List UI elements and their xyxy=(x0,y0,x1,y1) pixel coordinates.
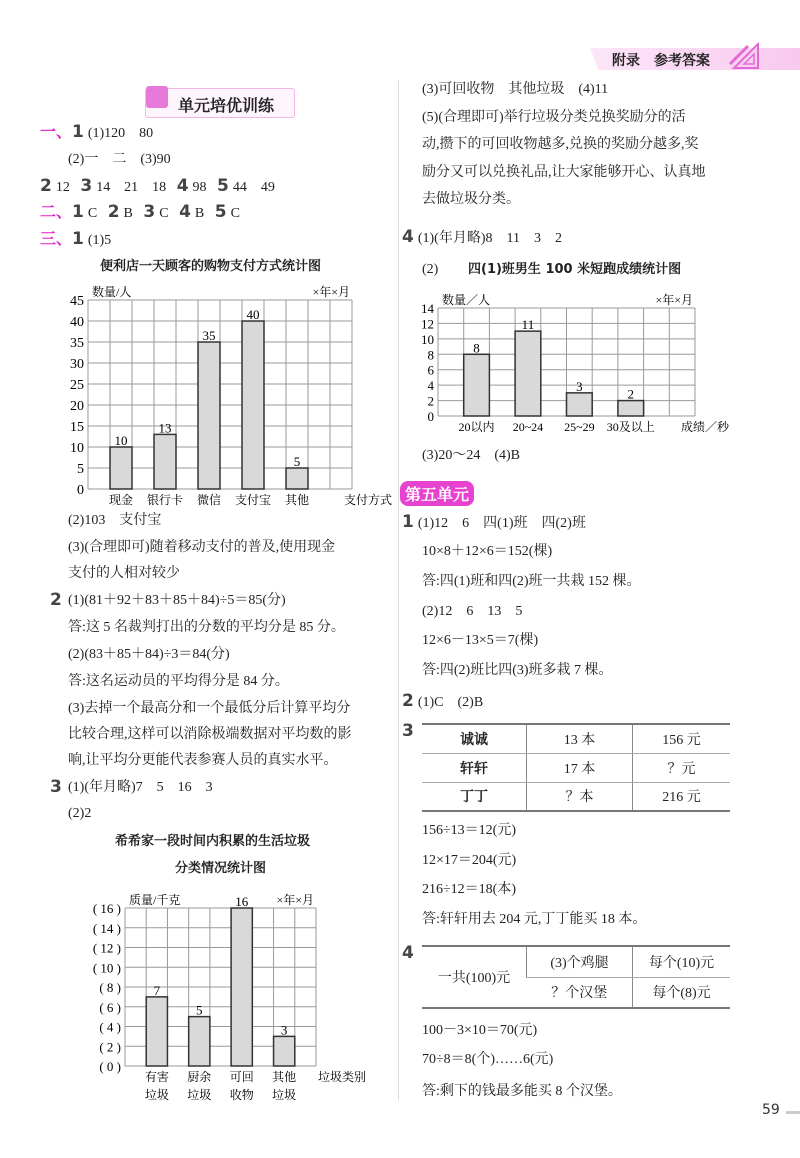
answer-text: C xyxy=(230,206,240,221)
page-number-line xyxy=(786,1111,800,1114)
question-number: 1 xyxy=(72,122,84,142)
question-number-label: 3 xyxy=(402,721,414,741)
question-number-label: 2 xyxy=(50,590,62,610)
answer-line: 比较合理,这样可以消除极端数据对平均数的影 xyxy=(68,727,352,742)
y-tick-label: ( 16 ) xyxy=(92,901,121,916)
question-number xyxy=(402,722,418,742)
answer-text: C xyxy=(87,206,98,221)
y-tick-label: ( 4 ) xyxy=(99,1019,121,1035)
x-axis-label: 垃圾类别 xyxy=(317,1070,367,1084)
question-number: 4 xyxy=(402,227,414,247)
table-cell: 每个(10)元 xyxy=(633,946,731,977)
books-table xyxy=(422,723,730,812)
answer-line: 12×6－13×5＝7(棵) xyxy=(422,633,539,648)
answer-line: 70÷8＝8(个)……6(元) xyxy=(422,1052,554,1067)
y-tick-label: ( 10 ) xyxy=(92,960,121,976)
y-tick-label: ( 12 ) xyxy=(92,940,121,956)
answer-line: 动,攒下的可回收物越多,兑换的奖励分越多,奖 xyxy=(422,137,699,152)
answer-line: 答:这名运动员的平均得分是 84 分。 xyxy=(68,674,289,689)
data-label: 10 xyxy=(114,433,128,448)
bar xyxy=(567,393,593,416)
question-number: 1 xyxy=(72,229,84,249)
table-cell: 一共(100)元 xyxy=(422,946,527,1008)
table-cell: 13 本 xyxy=(527,724,633,753)
answer-line: 156÷13＝12(元) xyxy=(422,823,517,838)
answer-line xyxy=(402,513,586,533)
garbage-classification-bar-chart xyxy=(80,880,380,1110)
x-tick-label: 银行卡 xyxy=(146,493,184,507)
answer-line: (1)(年月略)7 5 16 3 xyxy=(68,780,213,795)
table-cell: (3)个鸡腿 xyxy=(527,946,633,977)
bar xyxy=(274,1036,295,1066)
y-tick-label: 0 xyxy=(77,483,84,498)
y-tick-label: 35 xyxy=(70,336,84,351)
data-label: 35 xyxy=(202,328,216,343)
y-tick-label: 8 xyxy=(427,347,434,363)
y-tick-label: ( 0 ) xyxy=(99,1059,121,1074)
answer-line: 答:轩轩用去 204 元,丁丁能买 18 本。 xyxy=(422,912,647,927)
x-axis-label: 支付方式 xyxy=(343,493,393,507)
table-row xyxy=(422,946,730,977)
answer-line: 响,让平均分更能代表参赛人员的真实水平。 xyxy=(68,753,338,768)
y-tick-label: ( 8 ) xyxy=(99,980,121,995)
chart-title: 希希家一段时间内积累的生活垃圾 xyxy=(115,834,311,849)
x-tick-label: 微信 xyxy=(196,493,222,507)
x-tick-label: 垃圾 xyxy=(187,1088,212,1102)
answer-line xyxy=(40,177,275,197)
x-tick-label: 25~29 xyxy=(564,420,595,432)
answer-line: 励分又可以兑换礼品,让大家能够开心、认真地 xyxy=(422,165,706,180)
part-number: 一、 xyxy=(40,122,73,141)
chart-title: 四(1)班男生 100 米短跑成绩统计图 xyxy=(468,262,682,277)
answer-text: B xyxy=(123,206,133,221)
answer-line: 216÷12＝18(本) xyxy=(422,882,517,897)
question-number: 2 xyxy=(40,176,52,196)
column-divider xyxy=(398,80,399,1100)
question-number: 4 xyxy=(176,176,189,196)
table-cell: 156 元 xyxy=(633,724,731,753)
answer-line: 答:剩下的钱最多能买 8 个汉堡。 xyxy=(422,1084,622,1099)
answer-text: (1)5 xyxy=(87,233,112,248)
y-axis-label: 数量/人 xyxy=(92,285,132,299)
y-tick-label: 4 xyxy=(427,378,434,394)
question-number xyxy=(50,591,66,611)
y-axis-label: 质量/千克 xyxy=(129,893,181,907)
y-tick-label: ( 14 ) xyxy=(92,920,121,936)
y-tick-label: 25 xyxy=(70,378,84,393)
x-tick-label: 20以内 xyxy=(458,420,495,432)
question-number: 4 xyxy=(179,202,191,222)
table-cell: 丁丁 xyxy=(422,782,527,811)
y-tick-label: 40 xyxy=(70,315,84,330)
table-cell: 诚诚 xyxy=(422,724,527,753)
bar xyxy=(242,321,264,489)
header-title: 附录 参考答案 xyxy=(612,53,710,69)
answer-line: 10×8＋12×6＝152(棵) xyxy=(422,544,553,559)
date-label: ×年×月 xyxy=(655,293,693,307)
answer-line: (2) xyxy=(422,262,439,277)
bar xyxy=(286,468,308,489)
answer-line xyxy=(402,692,483,712)
data-label: 16 xyxy=(235,894,249,909)
table-cell: 17 本 xyxy=(527,753,633,782)
answer-text: 12 xyxy=(55,180,70,195)
x-tick-label: 可回 xyxy=(229,1070,254,1084)
data-label: 2 xyxy=(627,386,634,402)
answer-line xyxy=(402,228,562,248)
x-tick-label: 收物 xyxy=(229,1088,254,1102)
y-tick-label: 2 xyxy=(427,393,434,409)
table-cell: 轩轩 xyxy=(422,753,527,782)
data-label: 3 xyxy=(576,378,583,394)
table-cell: ？个汉堡 xyxy=(527,977,633,1008)
question-number-label: 3 xyxy=(50,777,62,797)
table-cell: ？本 xyxy=(527,782,633,811)
answer-line: (2)(83＋85＋84)÷3＝84(分) xyxy=(68,647,230,662)
data-label: 5 xyxy=(196,1002,203,1018)
y-tick-label: 30 xyxy=(70,357,84,372)
bar xyxy=(618,401,644,416)
x-tick-label: 现金 xyxy=(108,493,134,507)
answer-line: 答:四(2)班比四(3)班多栽 7 棵。 xyxy=(422,663,613,678)
bar xyxy=(146,997,167,1066)
date-label: ×年×月 xyxy=(276,893,314,907)
data-label: 7 xyxy=(153,982,161,998)
x-axis-label: 成绩／秒 xyxy=(680,420,730,432)
x-tick-label: 30及以上 xyxy=(606,420,655,432)
part-number: 二、 xyxy=(40,202,73,221)
answer-text: C xyxy=(159,206,169,221)
answer-line: (2)103 支付宝 xyxy=(68,513,162,528)
answer-text: 44 49 xyxy=(232,180,275,195)
y-tick-label: 6 xyxy=(427,362,434,378)
answer-text: 14 21 18 xyxy=(96,180,167,195)
y-tick-label: 12 xyxy=(421,316,434,332)
table-row xyxy=(422,753,730,782)
y-tick-label: 14 xyxy=(421,301,434,316)
answer-line: (3)(合理即可)随着移动支付的普及,使用现金 xyxy=(68,540,336,555)
question-number: 1 xyxy=(402,512,414,532)
question-number: 2 xyxy=(402,691,414,711)
answer-line: (3)20～24 (4)B xyxy=(422,448,520,463)
table-cell: 每个(8)元 xyxy=(633,977,731,1008)
table-row xyxy=(422,782,730,811)
answer-line: 答:四(1)班和四(2)班一共栽 152 棵。 xyxy=(422,574,641,589)
answer-line xyxy=(40,230,111,250)
answer-line: (2)一 二 (3)90 xyxy=(68,152,171,167)
answer-text: (1)12 6 四(1)班 四(2)班 xyxy=(417,516,586,531)
answer-line: (3)去掉一个最高分和一个最低分后计算平均分 xyxy=(68,701,351,716)
ruler-pencil-icon xyxy=(728,42,760,70)
x-tick-label: 支付宝 xyxy=(234,493,272,507)
payment-method-bar-chart xyxy=(40,280,395,510)
answer-line xyxy=(40,123,153,143)
page-number: 59 xyxy=(762,1102,780,1118)
answer-text: (1)(年月略)8 11 3 2 xyxy=(417,231,562,246)
data-label: 8 xyxy=(473,340,480,356)
data-label: 40 xyxy=(246,307,260,322)
y-tick-label: 45 xyxy=(70,294,84,309)
bar xyxy=(231,908,252,1066)
y-tick-label: 10 xyxy=(421,331,434,347)
y-tick-label: 20 xyxy=(70,399,84,414)
data-label: 5 xyxy=(293,454,301,469)
question-number: 5 xyxy=(214,202,227,222)
answer-line xyxy=(40,203,240,223)
section-title-badge xyxy=(145,88,295,118)
bar xyxy=(110,447,132,489)
answer-line: (3)可回收物 其他垃圾 (4)11 xyxy=(422,82,609,97)
shopping-table xyxy=(422,945,730,1009)
table-row xyxy=(422,724,730,753)
chart-subtitle: 分类情况统计图 xyxy=(175,861,267,876)
unit-title: 第五单元 xyxy=(400,481,474,506)
part-number: 三、 xyxy=(40,229,73,248)
question-number xyxy=(50,778,66,798)
y-tick-label: ( 6 ) xyxy=(99,999,121,1015)
x-tick-label: 垃圾 xyxy=(272,1088,297,1102)
sprint-results-bar-chart xyxy=(400,282,740,432)
x-tick-label: 20~24 xyxy=(512,420,544,432)
section-title: 单元培优训练 xyxy=(178,96,275,115)
data-label: 13 xyxy=(158,420,172,436)
answer-text: B xyxy=(194,206,205,221)
data-label: 11 xyxy=(521,317,535,333)
question-number-label: 4 xyxy=(402,943,414,963)
data-label: 3 xyxy=(280,1022,288,1038)
y-tick-label: 5 xyxy=(77,462,84,477)
y-tick-label: 0 xyxy=(427,409,434,424)
table-cell: ？元 xyxy=(633,753,731,782)
y-tick-label: 10 xyxy=(70,441,84,456)
question-number: 3 xyxy=(143,202,156,222)
x-tick-label: 其他 xyxy=(272,1070,297,1084)
bar xyxy=(189,1017,210,1066)
bar xyxy=(154,434,176,489)
question-number: 1 xyxy=(72,202,84,222)
bar xyxy=(515,331,541,416)
answer-line: 答:这 5 名裁判打出的分数的平均分是 85 分。 xyxy=(68,620,345,635)
x-tick-label: 厨余 xyxy=(187,1070,212,1084)
x-tick-label: 垃圾 xyxy=(144,1088,169,1102)
y-tick-label: ( 2 ) xyxy=(99,1039,121,1055)
answer-text: (1)C (2)B xyxy=(417,695,484,710)
answer-line: (1)(81＋92＋83＋85＋84)÷5＝85(分) xyxy=(68,593,286,608)
bar xyxy=(464,354,490,416)
answer-text: (1)120 80 xyxy=(87,126,154,141)
table-cell: 216 元 xyxy=(633,782,731,811)
question-number: 3 xyxy=(80,176,93,196)
answer-line: (2)12 6 13 5 xyxy=(422,604,523,619)
date-label: ×年×月 xyxy=(312,285,350,299)
answer-text: 98 xyxy=(192,180,207,195)
bar xyxy=(198,342,220,489)
answer-line: (5)(合理即可)举行垃圾分类兑换奖励分的活 xyxy=(422,110,686,125)
answer-line: 12×17＝204(元) xyxy=(422,853,517,868)
question-number: 2 xyxy=(107,202,120,222)
question-number xyxy=(402,944,418,964)
y-axis-label: 数量／人 xyxy=(442,293,491,307)
answer-line: 100－3×10＝70(元) xyxy=(422,1023,538,1038)
chart-trend-icon xyxy=(146,86,168,108)
y-tick-label: 15 xyxy=(70,420,84,435)
answer-line: 支付的人相对较少 xyxy=(68,566,180,581)
chart-title: 便利店一天顾客的购物支付方式统计图 xyxy=(100,259,322,274)
x-tick-label: 有害 xyxy=(144,1070,169,1084)
answer-line: 去做垃圾分类。 xyxy=(422,192,520,207)
question-number: 5 xyxy=(217,176,229,196)
x-tick-label: 其他 xyxy=(284,493,310,507)
answer-line: (2)2 xyxy=(68,806,92,821)
